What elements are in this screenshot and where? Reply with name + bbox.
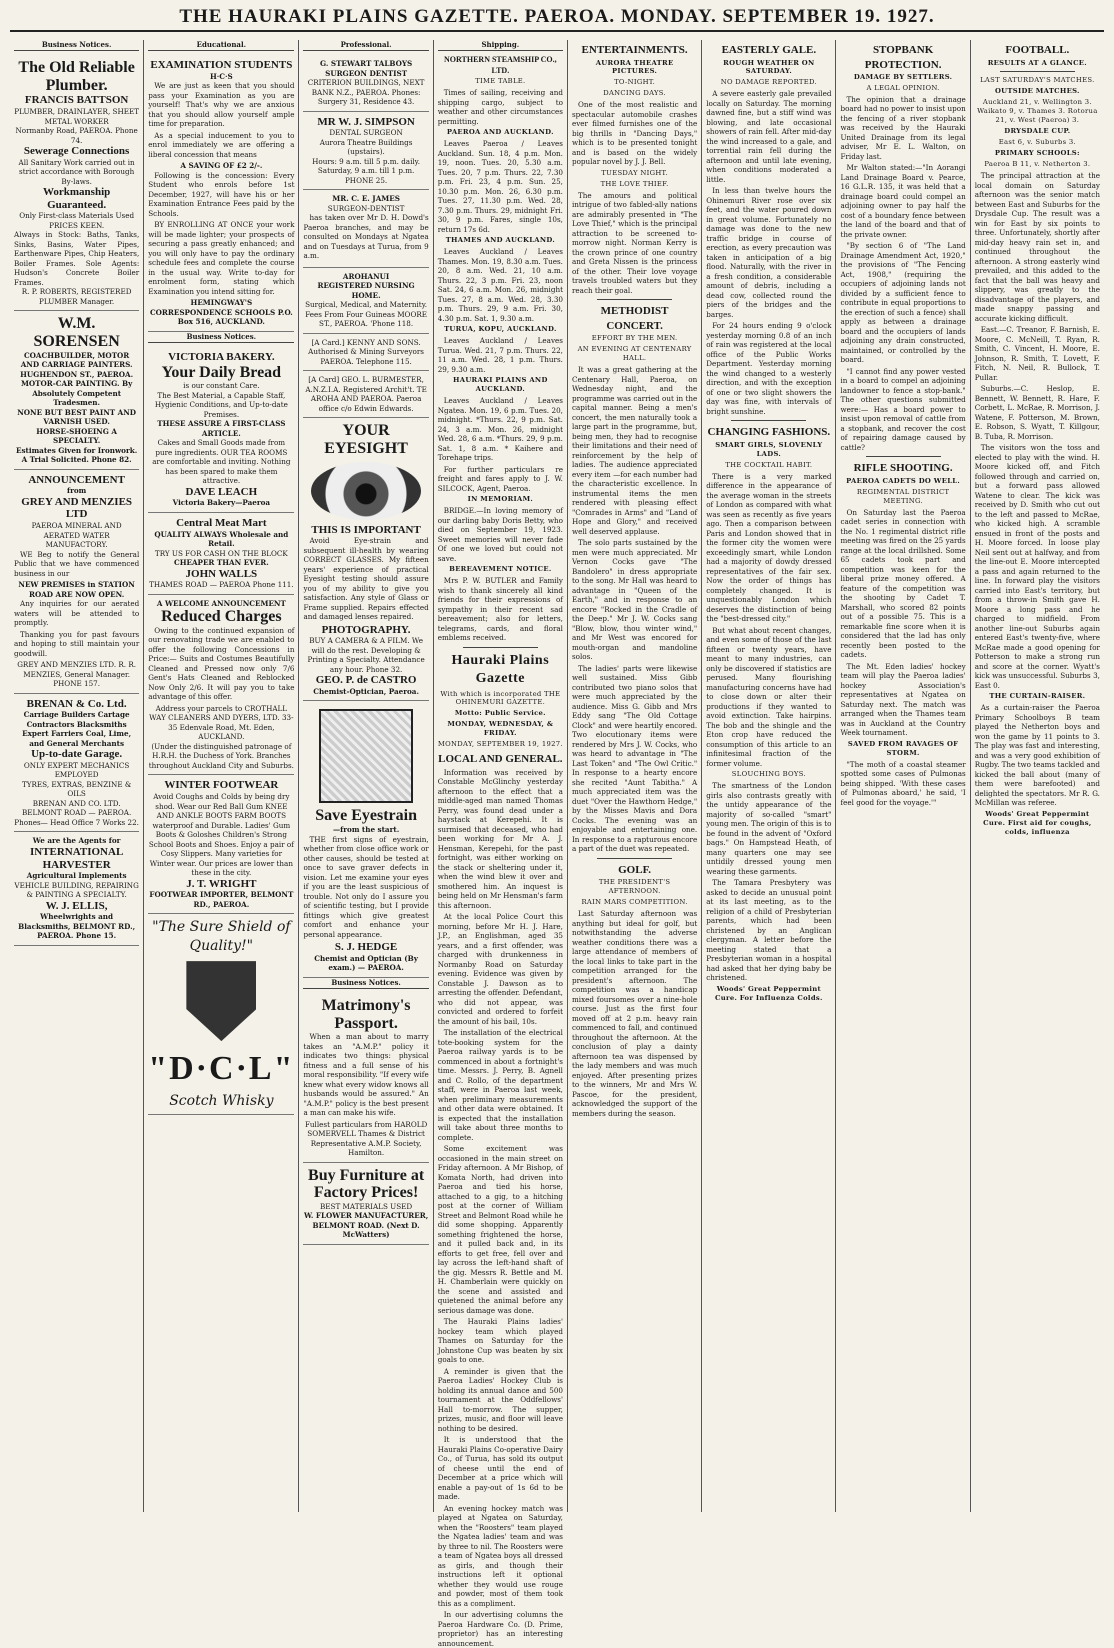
motor-painting: MOTOR-CAR PAINTING. By Absolutely Competent Tradesmen. xyxy=(20,379,133,408)
photo-heading: PHOTOGRAPHY. xyxy=(321,623,411,636)
concert-text-1: It was a great gathering at the Centenary Hall, Paeroa, on Wednesday night, and the programme was carried out in the capital manner. Being a men's concert, the men naturally took a large part in the programme, but, being men, they had to recognise their limitations and their need of reinforcement by the help of ladies. The audience appreciated every item —for each number had the characteristic excellence. In instrumental items the men rendered with pleasing effect "Comrades in Arms" and "Land of Hope and Glory," and received well deserved applause. xyxy=(571,365,698,536)
rain-heading: RAIN MARS COMPETITION. xyxy=(581,898,688,907)
materials-text: BEST MATERIALS USED xyxy=(320,1201,413,1211)
rifle-sub: PAEROA CADETS DO WELL. xyxy=(846,476,961,485)
cheaper-text: CHEAPER THAN EVER. xyxy=(173,558,269,568)
gale-text-1: A severe easterly gale prevailed locally on Saturday. The morning dawned fine, but a stiff wind was blowing, and late occasional showers of rain fell. After mid-day the wind increased to a gale, and torrential rain fell during the afternoon and until late evening, when conditions moderated a little. xyxy=(706,89,832,184)
tyres-text: TYRES, EXTRAS, BENZINE & OILS xyxy=(21,779,132,799)
legal-heading: A LEGAL OPINION. xyxy=(866,84,940,92)
curtain-text: As a curtain-raiser the Paeroa Primary Schoolboys B team played the Netherton boys and won the game by 11 points to 3. The play was fast and interesting, and was a very good exhibition of Rugby. The two teams tackled and kicked the ball about (many of them were barefooted) and delighted the spectators. Mr R. G. McMillan was referee. xyxy=(974,703,1100,808)
sorensen-trade: COACHBUILDER, MOTOR AND CARRIAGE PAINTERS. HUGHENDON ST., PAEROA. xyxy=(20,350,134,379)
fb-text-1: The principal attraction at the local domain on Saturday afternoon was the senior match between East and Suburbs for the Drysdale Cup. The result was a win for East by six points to three. Unfortunately, shortly after mid-day heavy rain set in, and continued throughout the afternoon. A strong easterly wind prevailed, and this added to the fact that the ball was heavy and slippery, was greatly to the disadvantage of the players, and made snappy passing and accurate kicking difficult. xyxy=(974,171,1100,323)
premises-text: NEW PREMISES in STATION ROAD ARE NOW OPEN. xyxy=(18,580,135,599)
garage-heading: Up-to-date Garage. xyxy=(31,748,123,761)
simpson-name: MR W. J. SIMPSON xyxy=(317,115,415,128)
reduced-heading: Reduced Charges xyxy=(161,608,282,626)
divider xyxy=(463,647,538,648)
business-notices-head: Business Notices. xyxy=(148,332,294,343)
plumber-name: FRANCIS BATTSON xyxy=(24,94,129,107)
columns xyxy=(10,40,1104,1648)
fashion-text-1: There is a very marked difference in the appearance of the average woman in the streets of London as compared with what was seen as recently as five years ago. Then a comparison between Paris and London showed that in the former city the women were exceedingly smart, while London had a majority of dowdy dressed representatives of the fair sex. Now the order of things has completely changed. It is unquestionably London which deserves the distinction of being the "best-dressed city." xyxy=(706,471,832,624)
memoriam-text: BRIDGE.—In loving memory of our darling baby Doris Betty, who died on September 19, 1923. Sweet memories will never fade Of one we loved but could not save. xyxy=(437,506,563,563)
welcome-text: A WELCOME ANNOUNCEMENT xyxy=(156,598,286,608)
mechanics-text: ONLY EXPERT MECHANICS EMPLOYED xyxy=(23,760,130,780)
bread-heading: Your Daily Bread xyxy=(161,363,282,381)
kenny-ad: [A Card.] KENNY AND SONS. Authorised & Mining Surveyors PAEROA. Telephone 115. xyxy=(303,334,428,372)
smart-heading: SMART GIRLS, SLOVENLY LADS. xyxy=(715,440,823,458)
saved-text: "The moth of a coastal steamer spotted some cases of Pulmonas being shipped. 'With these cases of Pulmonas aboard,' he said, 'I feel good for the voyage.'" xyxy=(840,759,966,807)
local-text-3: The installation of the electrical tote-booking system for the Paeroa railway yards is to be commenced in about a fortnight's time. Messrs. J. Perry, B. Agnell and C. Rollo, of the department staff, were in Paeroa last week, when preliminary measurements and other data were obtained. It is expected that the installation will take about three months to complete. xyxy=(437,1028,563,1142)
particulars-text: For further particulars re freight and fares apply to J. W. SILCOCK, Agent, Paeroa. xyxy=(437,464,563,493)
nodamage-heading: NO DAMAGE REPORTED. xyxy=(720,78,817,87)
flower-text: W. FLOWER MANUFACTURER, BELMONT ROAD. (Next D. McWatters) xyxy=(303,1211,429,1240)
eyestrain-sub: —from the start. xyxy=(332,825,400,835)
column-shipping xyxy=(434,40,568,1648)
eye-text: Avoid Eye-strain and subsequent ill-health by wearing CORRECT GLASSES. My fifteen years' experience of practical Eyesight testing should assure you of my ability to give you satisfaction. Any style of Glass or Frame supplied. Repairs effected and damaged lenses repaired. xyxy=(303,536,429,622)
gale-text-2: In less than twelve hours the Ohinemuri River rose over six feet, and the water poured down in great volume. Fortunately no damage was done to the new traffic bridge in course of erection, as every precaution was taken in anticipation of a big flood. Naturally, with the river in a fresh condition, a considerable amount of debris, including a dead cow, collected round the piers of the bridges and the barges. xyxy=(706,186,832,319)
golf-text: Last Saturday afternoon was anything but ideal for golf, but notwithstanding the adverse weather conditions there was a large attendance of members of the local links to take part in the competition arranged for the president's afternoon. The competition was a handicap mixed foursomes over a nine-hole course. Just as the first four moved off at 2 p.m. heavy rain commenced to fall, and continued throughout the afternoon. At the conclusion of play a dainty afternoon tea was dispensed by the lady members and was much enjoyed. After presenting prizes to the winners, Mr and Mrs W. Pascoe, for the president, acknowledged the support of the members during the season. xyxy=(571,909,698,1118)
workmanship-heading: Workmanship Guaranteed. xyxy=(43,186,111,211)
masthead: THE HAURAKI PLAINS GAZETTE. PAEROA. MONDAY. SEPTEMBER 19. 1927. xyxy=(10,6,1104,32)
grey-signature: GREY AND MENZIES LTD. R. R. MENZIES, General Manager. xyxy=(17,660,137,679)
thames-auckland-heading: THAMES AND AUCKLAND. xyxy=(445,236,555,245)
fashion-text-3: The smartness of the London girls also contrasts greatly with the untidy appearance of the majority of so-called "smart" young men. The origin of this is to be found in the advent of "Oxford bags." On Hampstead Heath, of many quarters one may see untidily dressed young men wearing these garments. xyxy=(706,781,832,876)
footwear-heading: WINTER FOOTWEAR xyxy=(164,779,279,792)
tuesday-heading: TUESDAY NIGHT. xyxy=(601,168,668,177)
matrimony-heading: Matrimony's Passport. xyxy=(321,996,411,1032)
days-text: MONDAY, WEDNESDAY, & FRIDAY. xyxy=(447,720,554,738)
fashion-text-2: But what about recent changes, and even some of those of the last fifteen or twenty years, have meant to many industries, can only be discovered if statistics are perused. Many flourishing manufacturing concerns have had to close down or alter their productions if they wanted to avoid extinction. Take hairpins. The bob and the shingle and the Eton crop have reduced the consumption of this article to an infinitesimal fraction of the former volume. xyxy=(706,625,832,768)
last-heading: LAST SATURDAY'S MATCHES. xyxy=(980,76,1095,85)
workmanship-text: Only First-class Materials Used PRICES KEEN. xyxy=(19,211,135,230)
entertainments-heading: ENTERTAINMENTS. xyxy=(581,44,688,56)
bereavement-heading: BEREAVEMENT NOTICE. xyxy=(449,565,552,574)
local-text-4: Some excitement was occasioned in the main street on Friday afternoon. A Mr Bishop, of Komata North, had driven into Paeroa and tied his horse, attached to a gig, to a hitching post at the corner of William Street and Belmont Road while he did some shopping. Apparently something frightened the horse, and it pulled back and, in its efforts to get free, fell over and lay across the left-hand shaft of the gig. Messrs R. Bettle and M. H. Chamberlain were quickly on the scene and assisted and quietened the animal before any serious damage was done. xyxy=(437,1144,563,1315)
stop-text-1: The opinion that a drainage board had no power to insist upon the fencing of a river stopbank was received by the Hauraki United Drainage from its legal adviser, Mr E. L. Walton, on Friday last. xyxy=(840,94,966,161)
walls-address: THAMES ROAD — PAEROA Phone 111. xyxy=(149,580,294,590)
timetable-heading: TIME TABLE. xyxy=(475,77,526,86)
nursing-text: Surgical, Medical, and Maternity. Fees From Four Guineas MOORE ST., PAEROA. 'Phone 118. xyxy=(305,300,428,329)
tamara-text: The Tamara Presbytery was asked to decide an unusual point at its last meeting, as to the religion of a child of Presbyterian parents, which had been christened by an Anglican clergyman. A letter before the meeting stated that a Presbyterian woman in a hospital had asked that her dying baby be christened. xyxy=(706,878,832,983)
somervell-text: Fullest particulars from HAROLD SOMERVELL Thames & District Representative A.M.P. Society, Hamilton. xyxy=(304,1119,428,1158)
plumber-address: Normanby Road, PAEROA. Phone 74. xyxy=(15,126,138,145)
grey-menzies-name: GREY AND MENZIES LTD xyxy=(21,495,133,521)
footwear-ad xyxy=(148,775,294,914)
wright-sub: FOOTWEAR IMPORTER, BELMONT RD., PAEROA. xyxy=(149,890,294,909)
methodist-heading: METHODIST CONCERT. xyxy=(600,305,669,332)
turua-heading: TURUA, KOPU, AUCKLAND. xyxy=(444,325,557,334)
simpson-ad xyxy=(303,112,428,191)
eyeglass-illustration-icon xyxy=(319,709,413,803)
brenan-ad xyxy=(14,694,139,833)
shoeing-text: HORSE-SHOEING A SPECIALTY. xyxy=(36,426,117,446)
regional-heading: REGIMENTAL DISTRICT MEETING. xyxy=(856,487,950,505)
talboys-ad xyxy=(303,55,428,112)
trial-text: A Trial Solicited. Phone 82. xyxy=(21,455,132,465)
talboys-address: CRITERION BUILDINGS, NEXT BANK N.Z., PAEROA. Phones: Surgery 31, Residence 43. xyxy=(307,78,425,107)
cakes-text: Cakes and Small Goods made from pure ingredients. OUR TEA ROOMS are comfortable and inviting. Nothing has been spared to make them attractive. xyxy=(152,438,291,486)
cocktail-heading: THE COCKTAIL HABIT. xyxy=(725,460,813,469)
harvester-ad xyxy=(14,832,139,945)
simpson-address: Aurora Theatre Buildings (upstairs). xyxy=(319,137,413,157)
scotch-text: Scotch Whisky xyxy=(169,1092,274,1109)
eyestrain-heading: Save Eyestrain xyxy=(315,807,417,825)
motto-text: Motto: Public Service. xyxy=(454,709,546,718)
peppermint-text: Woods' Great Peppermint Cure. First aid for coughs, colds, influenza xyxy=(983,809,1092,836)
crothall-text: Address your parcels to CROTHALL WAY CLEANERS AND DYERS, LTD. 33-35 Edenvale Road, Mt. Eden, AUCKLAND. xyxy=(149,703,294,742)
walls-name: JOHN WALLS xyxy=(185,567,258,580)
simpson-sub: DENTAL SURGEON xyxy=(329,128,403,138)
furniture-ad xyxy=(303,1163,428,1245)
furniture-heading: Buy Furniture at Factory Prices! xyxy=(308,1166,425,1202)
local-heading: LOCAL AND GENERAL. xyxy=(438,753,563,766)
divider xyxy=(597,858,672,859)
date-text: MONDAY, SEPTEMBER 19, 1927. xyxy=(437,740,563,749)
wright-name: J. T. WRIGHT xyxy=(186,877,257,890)
peppermint-text: Woods' Great Peppermint Cure. For Influenza Colds. xyxy=(715,984,823,1002)
fashions-heading: CHANGING FASHIONS. xyxy=(707,426,831,439)
fb-text-3: Suburbs.—C. Heslop, E. Bennett, W. Bennett, R. Hare, F. Corbett, L. McRae, R. Morrison, J. Watene, F. Potterson, M. Brown, E. Robson, S. Wyatt, T. Killgour, B. Tuba, R. Morrison. xyxy=(974,384,1100,441)
love-heading: THE LOVE THIEF. xyxy=(600,179,669,188)
local-text-6: A reminder is given that the Paeroa Ladies' Hockey Club is holding its annual dance and 500 tournament at the Oddfellows' Hall to-morrow. The supper, prizes, music, and floor will leave nothing to be desired. xyxy=(437,1366,563,1433)
column-professional xyxy=(299,40,433,1512)
column-football xyxy=(971,40,1104,1512)
business-notices-head: Business Notices. xyxy=(303,978,428,989)
exam-text-2: As a special inducement to you to enrol immediately we are offering a liberal concession that means xyxy=(148,130,295,159)
shield-emblem-icon xyxy=(186,961,256,1041)
aurora-heading: AURORA THEATRE PICTURES. xyxy=(595,58,674,76)
rifle-text-2: The Mt. Eden ladies' hockey team will play the Paeroa ladies' hockey Association's representatives at Ngatea on Saturday next. The match was arranged when the Thames team was in Auckland at the Country Week tournament. xyxy=(840,661,966,738)
paeroa-auckland-heading: PAEROA AND AUCKLAND. xyxy=(446,128,554,137)
divider xyxy=(1000,71,1075,72)
stopbank-heading: STOPBANK PROTECTION. xyxy=(864,44,942,71)
assure-text: THESE ASSURE A FIRST-CLASS ARTICLE. xyxy=(157,419,286,438)
eye-illustration-icon xyxy=(311,462,421,520)
footwear-text: Avoid Coughs and Colds by being dry shod. Wear our Red Ball Gum KNEE AND ANKLE BOOTS FARM BOOTS waterproof and Durable. Ladies' Gum Boots & Goloshes Children's Strong School Boots and Shoes. Enjoy a pair of Cosy Slippers. Many varieties for Winter wear. Our prices are lower than these in the city. xyxy=(148,792,294,877)
saving-text: A SAVING OF £2 2/-. xyxy=(180,161,263,171)
paint-text: NONE BUT BEST PAINT AND VARNISH USED. xyxy=(17,407,137,427)
column-head: Educational. xyxy=(148,40,294,51)
bereavement-text: Mrs P. W. BUTLER and Family wish to thank sincerely all kind friends for their expressions of sympathy in their recent sad bereavement; also for letters, telegrams, cards, and floral emblems received. xyxy=(437,576,563,643)
ellis-trade: Wheelwrights and Blacksmiths, BELMONT RD., PAEROA. Phone 15. xyxy=(18,912,136,941)
times-text: Times of sailing, receiving and shipping cargo, subject to weather and other circumstances permitting. xyxy=(437,88,563,126)
implements-text: Agricultural Implements xyxy=(26,871,127,881)
simpson-hours: Hours: 9 a.m. till 5 p.m. daily. Saturday, 9 a.m. till 1 p.m. PHONE 25. xyxy=(312,156,421,185)
castro-sub: Chemist-Optician, Paeroa. xyxy=(313,686,419,696)
sailings-2: Leaves Auckland / Leaves Thames. Mon. 19, 8.30 a.m. Tues. 20, 8 a.m. Wed. 21, 10 a.m. Thurs. 22, 3 p.m. Fri. 23, noon Sat. 24, 6 a.m. Mon. 26, midnight Tues. 27, 8 a.m. Wed. 28, 3.30 p.m. Thurs. 29, 9 a.m. Fri. 30, 4.30 p.m. Sat. 1, 9.30 a.m. xyxy=(437,247,563,323)
reduced-text: Owing to the continued expansion of our renovating trade we are enabled to offer the following Concessions in Price:— Suits and Costumes Beautifully Cleaned and Pressed now only 7/6 Gent's Hats Cleaned and Reblocked Now Only 2/6. It will pay you to take advantage of this offer. xyxy=(148,625,295,702)
divider xyxy=(597,299,672,300)
grey-menzies-ad xyxy=(14,470,139,694)
rifle-heading: RIFLE SHOOTING. xyxy=(853,462,953,475)
hauraki-auckland-heading: HAURAKI PLAINS AND AUCKLAND. xyxy=(453,376,548,394)
column-head: Shipping. xyxy=(438,40,563,51)
inquiries-text: Any inquiries for our aerated waters will be attended to promptly. xyxy=(14,599,140,628)
column-entertainments xyxy=(568,40,702,1512)
gazette-title: Hauraki Plains Gazette xyxy=(451,652,550,687)
column-educational xyxy=(144,40,299,1512)
leach-name: DAVE LEACH xyxy=(185,485,258,498)
drysdale-score: East 6, v. Suburbs 3. xyxy=(998,138,1076,147)
fb-text-2: East.—C. Treanor, F. Barnish, E. Moore, C. McNeill, T. Ryan, R. Smith, C. Vincent, H. Moore, E. Johnson, R. Smith, T. Lovett, F. Fitch, N. Neil, R. Bullock, T. Pullar. xyxy=(974,325,1100,382)
patron-text: (Under the distinguished patronage of H.R.H. the Duchess of York. Branches throughout Auckland City and Suburbs. xyxy=(148,741,294,770)
enrol-text: BY ENROLLING AT ONCE your work will be made lighter; your prospects of securing a pass greatly enhanced; and you will only have to pay the ordinary schedule fees and complete the course in the usual way. Write to-day for enrolment form, stating which Examination you intend sitting for. xyxy=(148,220,295,296)
notify-text: WE Beg to notify the General Public that we have commenced business in our xyxy=(14,549,140,578)
incorporated-text: With which is incorporated THE OHINEMURI GAZETTE. xyxy=(440,689,561,707)
divider xyxy=(866,456,941,457)
exam-heading: EXAMINATION STUDENTS xyxy=(150,59,293,72)
sailings-4: Leaves Auckland / Leaves Ngatea. Mon. 19, 6 p.m. Tues. 20, midnight. *Thurs. 22, 9 p.m. Sat. 24, 3 a.m. Mon. 26, midnight Wed. 28, 6 a.m. *Thurs. 29, 9 p.m. Sat. 1, 8 a.m. * Kaihere and Torehape trips. xyxy=(437,396,563,463)
exam-ad xyxy=(148,55,294,332)
talboys-name: G. STEWART TALBOYS SURGEON DENTIST xyxy=(320,59,413,78)
outside-heading: OUTSIDE MATCHES. xyxy=(994,87,1080,96)
rough-heading: ROUGH WEATHER ON SATURDAY. xyxy=(723,58,815,76)
vehicle-text: VEHICLE BUILDING, REPAIRING & PAINTING A SPECIALTY. xyxy=(14,880,139,900)
effort-heading: EFFORT BY THE MEN. xyxy=(591,334,678,343)
james-ad xyxy=(303,190,428,268)
local-text-8: An evening hockey match was played at Ngatea on Saturday, when the "Roosters" team played the Ngatea ladies' team and was by three to nil. The Roosters were a team of Ngatea boys all dressed as girls, and though their instructions left it optional whether they would use rouge and powder, most of them took this as a compliment. xyxy=(437,1503,563,1608)
ellis-name: W. J. ELLIS, xyxy=(45,899,108,912)
shield-slogan: "The Sure Shield of Quality!" xyxy=(152,919,291,954)
column-easterly-gale xyxy=(702,40,836,1512)
outside-scores: Auckland 21, v. Wellington 3. Waikato 9, v. Thames 3. Rotorua 21, v. West (Paeroa) 3. xyxy=(977,98,1098,125)
bakery-name: VICTORIA BAKERY. xyxy=(168,351,275,364)
meat-heading: Central Meat Mart xyxy=(176,516,267,529)
estimates-text: Estimates Given for Ironwork. xyxy=(16,445,138,455)
hedge-name: S. J. HEDGE xyxy=(334,941,398,954)
sorensen-ad xyxy=(14,311,139,469)
northern-heading: NORTHERN STEAMSHIP CO., LTD. xyxy=(444,55,557,75)
saved-heading: SAVED FROM RAVAGES OF STORM. xyxy=(847,739,959,757)
primary-score: Paeroa B 11, v. Netherton 3. xyxy=(984,160,1091,169)
memoriam-heading: IN MEMORIAM. xyxy=(467,495,534,504)
eyesight-ad xyxy=(303,418,428,701)
phone-157: PHONE 157. xyxy=(53,679,101,689)
leach-sub: Victoria Bakery—Paeroa xyxy=(172,498,271,508)
plumber-title: The Old Reliable Plumber. xyxy=(18,59,135,94)
james-text: has taken over Mr D. H. Dowd's Paeroa branches, and may be consulted on Mondays at Ngatea and on Tuesdays at Turua, from 9 a.m. xyxy=(303,213,429,261)
plumber-ad xyxy=(14,55,139,311)
hemingway-text: HEMINGWAY'S CORRESPONDENCE SCHOOLS P.O. Box 516, AUCKLAND. xyxy=(149,298,293,327)
local-text-9: In our advertising columns the Paeroa Hardware Co. (D. Prime, proprietor) has an interesting announcement. xyxy=(437,1610,563,1648)
concert-text-3: The ladies' parts were likewise well sustained. Miss Gibb contributed two piano solos that were much appreciated by the audience. Miss G. Gibb and Mrs Eddy sang "The Old Cottage Clock" and were heartily encored. Two elocutionary items were rendered by Mrs J. W. Cocks, who was heard to advantage in "The Last Token" and "The Owl Critic." In response to a hearty encore she recited "Aunt Tabitha." A much appreciated item was the duet "Over the Hawthorn Hedge," by the Misses Mavis and Dora Cocks. The evening was an enjoyable and entertaining one. In response to a rapturous encore a part of the duet was repeated. xyxy=(571,663,698,854)
football-heading: FOOTBALL. xyxy=(1005,44,1070,56)
stop-text-2: Mr Walton stated:—"In Aorangi Land Drainage Board v. Pearce, 16 G.L.R. 135, it was held that a drainage board could compel an adjoining owner to pay half the cost of a boundary fence between the land of the board and that of the private owner. xyxy=(840,163,966,239)
tonight-heading: TO-NIGHT. xyxy=(614,78,656,87)
bakery-text: The Best Material, a Capable Staff, Hygienic Conditions, and Up-to-date Premises. xyxy=(154,390,288,419)
brenan-name: BRENAN & Co. Ltd. xyxy=(26,697,127,710)
harvester-name: INTERNATIONAL HARVESTER xyxy=(29,845,124,871)
hcs-logo: H·C·S xyxy=(210,71,233,81)
drysdale-heading: DRYSDALE CUP. xyxy=(1004,127,1071,136)
mineral-text: PAEROA MINERAL AND AERATED WATER MANUFACTORY. xyxy=(31,521,122,550)
gale-text-3: For 24 hours ending 9 o'clock yesterday morning 0.8 of an inch of rain was registered at the local office of the Public Works Department. Yesterday morning the wind changed to a westerly direction, and with the exception of one or two slight showers the day was fine, with intervals of bright sunshine. xyxy=(706,321,832,416)
gale-heading: EASTERLY GALE. xyxy=(721,44,817,56)
meat-ad xyxy=(148,513,294,595)
agents-text: We are the Agents for xyxy=(32,836,121,846)
announcement-heading: ANNOUNCEMENT xyxy=(28,473,125,486)
castro-name: GEO. P. de CASTRO xyxy=(315,674,417,687)
cleaners-ad xyxy=(148,595,294,776)
quality-text: QUALITY ALWAYS Wholesale and Retail. xyxy=(154,529,289,549)
local-text-5: The Hauraki Plains ladies' hockey team which played Thames on Saturday for the Johnstone Cup was beaten by six goals to one. xyxy=(437,1317,563,1365)
slouching-heading: SLOUCHING BOYS. xyxy=(731,770,806,779)
eyesight-heading: YOUR EYESIGHT xyxy=(324,422,408,457)
james-sub: SURGEON-DENTIST xyxy=(327,203,405,213)
trycash-text: TRY US FOR CASH ON THE BLOCK xyxy=(154,548,288,558)
sailings-3: Leaves Auckland / Leaves Turua. Wed. 21, 7 p.m. Thurs. 22, 11 a.m. Wed. 28, 1 p.m. Thurs. 29, 9.30 a.m. xyxy=(437,336,563,374)
column-head: Business Notices. xyxy=(14,40,139,51)
brenan-address: BRENAN AND CO. LTD. BELMONT ROAD — PAEROA. Phones— Head Office 7 Works 22. xyxy=(14,798,139,827)
dancing-heading: DANCING DAYS. xyxy=(603,89,666,98)
sewerage-text: All Sanitary Work carried out in strict accordance with Borough By-laws. xyxy=(18,157,135,186)
concert-text-2: The solo parts sustained by the men were much appreciated. Mr Vernon Cocks gave "The Bandolero" in dress appropriate to the song. Mr Hall was heard to advantage in "Queen of the Earth," and in response to an encore "Rocked in the Cradle of the Deep." Mr J. W. Cocks sang "Blow, blow, thou winter wind," and Mr West was encored for mouth-organ and mandoline solos. xyxy=(571,538,698,662)
dancing-text: One of the most realistic and spectacular automobile crashes ever filmed furnishes one of the big thrills in "Dancing Days," which is to be presented tonight and is based on the widely popular novel by J. J. Bell. xyxy=(571,100,698,167)
eyestrain-text: THE first signs of eyestrain, whether from close office work or other causes, should be tested at once to save graver defects in vision. Let me examine your eyes if you are the least suspicious of trouble. Not only do I assure you of scientific testing, but I provide fittings which give greatest comfort and enhance your personal appearance. xyxy=(303,834,429,939)
stop-text-3: "By section 6 of "The Land Drainage Amendment Act, 1920," the provisions of "The Fencing Act, 1908," (requiring the occupiers of adjoining lands not divided by a sufficient fence to contribute in equal proportions to the erection of such a fence) shall apply as between a drainage board and the occupiers of lands adjoining any drain constructed, maintained, or controlled by the board. xyxy=(840,241,966,365)
column-head: Professional. xyxy=(303,40,428,51)
love-text: The amours and political intrigue of two fabled-ally nations are admirably presented in "The Love Thief," which is the principal attraction to be screened to-morrow night. Norman Kerry is the crown prince of one country and Greta Nissen is the princess of the other. Their love voyage travels troubled waters but they reach their goal. xyxy=(571,190,698,295)
important-heading: THIS IS IMPORTANT xyxy=(311,523,421,536)
primary-heading: PRIMARY SCHOOLS: xyxy=(994,149,1080,158)
local-text-7: It is understood that the Hauraki Plains Co-operative Dairy Co., of Turua, has sold its output of cheese until the end of December at a price which will enable a pay-out of 1s 6d to be made. xyxy=(437,1435,563,1502)
matrimony-text: When a man about to marry takes an "A.M.P." policy it indicates two things: physical fitness and a full sense of his moral responsibility. "If every wife knew what every widow knows all husbands would be assured." An "A.M.P." policy is the best present a man can make his wife. xyxy=(303,1032,429,1118)
exam-text-1: We are just as keen that you should pass your Examination as you are yourself! That's why we are anxious that you should allow yourself ample time for preparation. xyxy=(148,81,295,129)
hedge-sub: Chemist and Optician (By exam.) — PAEROA. xyxy=(314,953,418,973)
golf-heading: GOLF. xyxy=(618,863,652,876)
nursing-heading: REGISTERED NURSING HOME. xyxy=(317,281,415,300)
exam-text-3: Following is the concession: Every Student who enrols before 1st December, 1927, will have his or her Examination Entrance Fees paid by the Schools. xyxy=(148,170,295,218)
thanks-text: Thanking you for past favours and hoping to still maintain your goodwill. xyxy=(14,629,140,658)
plumber-trade: PLUMBER, DRAINLAYER, SHEET METAL WORKER xyxy=(14,107,139,126)
photo-text: BUY A CAMERA & A FILM. We will do the rest. Developing & Printing a Specialty. Attendance any hour. Phone 32. xyxy=(307,636,425,674)
brenan-lines: Carriage Builders Cartage Contractors Blacksmiths Expert Farriers Coal, Lime, and General Merchants xyxy=(22,710,132,748)
local-text-2: At the local Police Court this morning, before Mr H. J. Hare, J.P., an Englishman, aged 35 years, and a first offender, was charged with drunkenness in Normanby Road on Saturday evening. Evidence was given by Constable J. Dawson as to arresting the offender. Defendant, who did not appear, was convicted and ordered to forfeit the amount of his bail, 10s. xyxy=(437,912,563,1026)
roberts-text: R. P. ROBERTS, REGISTERED PLUMBER Manager. xyxy=(21,287,132,306)
eyestrain-ad xyxy=(303,701,428,977)
matrimony-ad xyxy=(303,993,428,1163)
care-text: is our constant Care. xyxy=(183,381,260,391)
whisky-ad xyxy=(148,914,294,1115)
nursing-ad xyxy=(303,268,428,334)
rifle-text: On Saturday last the Paeroa cadet series in connection with the No. 1 regimental district rifle meeting was fired on the 25 yards range at the local drillshed. Some 65 cadets took part and competition was keen for the liberal prize money offered. A feature of the competition was the shooting by Cadet T. Marshall, who scored 82 points out of a possible 75. This is a remarkable fine score when it is considered that the lad has only recently been posted to the cadets. xyxy=(840,507,966,660)
dcl-logo: "D·C·L" xyxy=(148,1050,295,1088)
column-stopbank xyxy=(836,40,970,1512)
sorensen-name: W.M. SORENSEN xyxy=(33,315,120,351)
presidents-heading: THE PRESIDENT'S AFTERNOON. xyxy=(598,878,671,896)
divider xyxy=(731,420,806,421)
james-name: MR. C. E. JAMES xyxy=(332,194,400,204)
local-text-1: Information was received by Constable McGlinchy yesterday afternoon to the effect that a middle-aged man named Thomas Perry, was found dead under a haystack at Kerepehi. It is surmised that deceased, who had been working for Mr A. J. Hensman, Kerepehi, for the past fortnight, was either working on the stack or sheltering under it, when the wind blew it over and smothered him. An inquest is being held on Mr Hensman's farm this afternoon. xyxy=(437,767,563,910)
column-business-notices xyxy=(10,40,144,1512)
results-heading: RESULTS AT A GLANCE. xyxy=(987,58,1087,67)
arohanui-name: AROHANUI xyxy=(342,271,390,281)
bakery-ad xyxy=(148,347,294,513)
stop-text-4: "I cannot find any power vested in a board to compel an adjoining landowner to fence a stop-bank." The other questions submitted were:— Has a board power to insist upon removal of cattle from a stopbank, and recover the cost of repairing damage caused by cattle? xyxy=(840,366,966,452)
from-text: from xyxy=(66,486,87,496)
evening-heading: AN EVENING AT CENTENARY HALL. xyxy=(577,345,692,363)
damage-heading: DAMAGE BY SETTLERS. xyxy=(853,73,953,82)
sewerage-heading: Sewerage Connections xyxy=(23,145,130,158)
burmester-ad: [A Card] GEO. L. BURMESTER, A.N.Z.I.A. Registered Archit't. TE AROHA AND PAEROA. Paeroa office c/o Edwin Edwards. xyxy=(303,371,428,418)
fb-text-4: The visitors won the toss and elected to play with the wind. H. Moore kicked off, and Fitch followed through and carried on, but a forward pass allowed Watene to clear. The kick was received by D. Smith who cut out to the left and passed to McRae, who kicked high. A scramble ensued in front of the posts and H. Moore forced. In loose play Neil sent out at halfway, and from the line-out E. Moore intercepted a pass and again returned to the line. In forward play the visitors carried into East's territory, but from a throw-in Smith gave H. Moore a long pass and he charged to midfield. From another line-out Suburbs again entered East's twenty-five, where McRae made a good opening for Potterson to make a strong run and score at the corner. Wyatt's kick was unsuccessful. Suburbs 3, East 0. xyxy=(974,443,1100,690)
curtain-heading: THE CURTAIN-RAISER. xyxy=(989,692,1086,701)
sailings-1: Leaves Paeroa / Leaves Auckland. Sun. 18, 4 p.m. Mon. 19, noon. Tues. 20, 5.30 a.m. Tues. 20, 7 p.m. Thurs. 22, 7.30 p.m. Fri. 23, 4 p.m. Sun. 25, 10.30 p.m. Mon. 26, 6.30 p.m. Tues. 27, 11.30 p.m. Wed. 28, 7.30 p.m. Thurs. 29, midnight Fri. 30, 9 p.m. Fares, single 10s, return 17s 6d. xyxy=(437,139,563,234)
stock-text: Always in Stock: Baths, Tanks, Sinks, Basins, Water Pipes, Earthenware Pipes, Chip Heaters, Boiler Frames. Sole Agents: Hudson's Concrete Boiler Frames. xyxy=(14,230,140,287)
